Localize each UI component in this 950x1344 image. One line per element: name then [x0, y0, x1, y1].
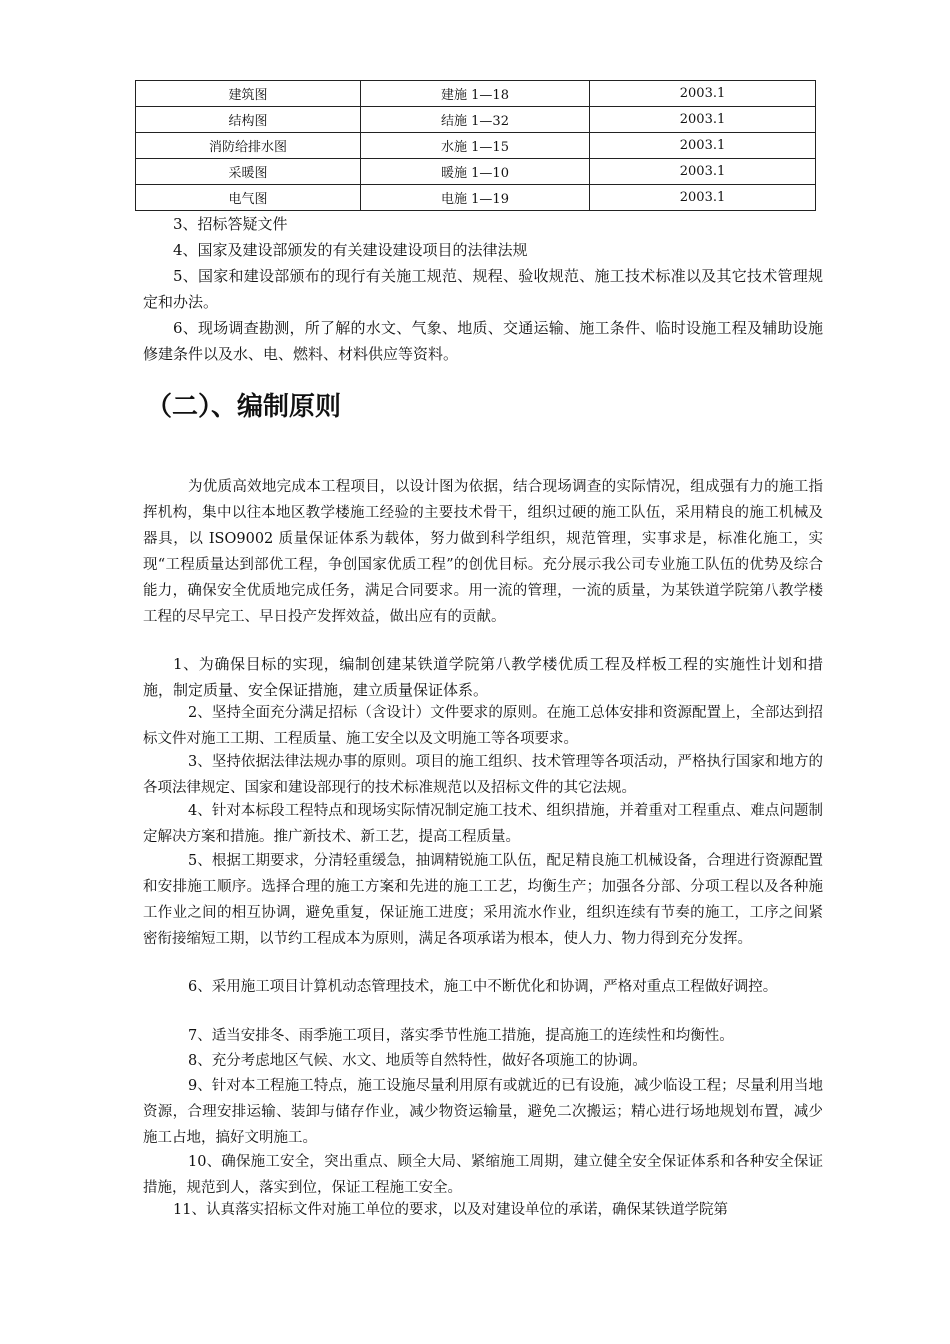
- principle-item: 5、根据工期要求，分清轻重缓急，抽调精锐施工队伍，配足精良施工机械设备，合理进行资源配置和安排施工顺序。选择合理的施工方案和先进的施工工艺，均衡生产；加强各分部、分项工程以及各种施工作业之间的相互协调，避免重复，保证施工进度；采用流水作业，组织连续有节奏的施工，工序之间紧密衔接缩短工期，以节约工程成本为原则，满足各项承诺为根本，使人力、物力得到充分发挥。: [143, 853, 823, 947]
- drawing-date-cell: 2003.1: [590, 159, 816, 185]
- intro-paragraph: 为优质高效地完成本工程项目，以设计图为依据，结合现场调查的实际情况，组成强有力的施工指挥机构，集中以往本地区教学楼施工经验的主要技术骨干，组织过硬的施工队伍，采用精良的施工机械及器具，以 ISO9002 质量保证体系为载体，努力做到科学组织，规范管理，实事求是，标准化施工，实现“工程质量达到部优工程，争创国家优质工程”的创优目标。充分展示我公司专业施工队伍的优势及综合能力，确保安全优质地完成任务，满足合同要求。用一流的管理，一流的质量，为某铁道学院第八教学楼工程的尽早完工、早日投产发挥效益，做出应有的贡献。: [143, 479, 823, 625]
- drawing-date-cell: 2003.1: [590, 81, 816, 107]
- drawing-name-cell: 消防给排水图: [136, 133, 361, 159]
- basis-item: 3、招标答疑文件: [173, 215, 288, 233]
- table-row: [136, 185, 816, 211]
- drawing-date-cell: 2003.1: [590, 133, 816, 159]
- drawing-name-cell: 电气图: [136, 185, 361, 211]
- table-row: [136, 159, 816, 185]
- basis-item: 4、国家及建设部颁发的有关建设建设项目的法律法规: [173, 241, 528, 259]
- drawing-number-cell: 暖施 1—10: [361, 159, 590, 185]
- table-row: [136, 81, 816, 107]
- principle-item: 10、确保施工安全，突出重点、顾全大局、紧缩施工周期，建立健全安全保证体系和各种安全保证措施，规范到人，落实到位，保证工程施工安全。: [143, 1154, 823, 1196]
- principle-item: 3、坚持依据法律法规办事的原则。项目的施工组织、技术管理等各项活动，严格执行国家和地方的各项法律规定、国家和建设部现行的技术标准规范以及招标文件的其它法规。: [143, 754, 823, 796]
- principle-item: 11、认真落实招标文件对施工单位的要求，以及对建设单位的承诺，确保某铁道学院第: [173, 1202, 728, 1218]
- drawing-date-cell: 2003.1: [590, 107, 816, 133]
- drawing-number-cell: 结施 1—32: [361, 107, 590, 133]
- principle-item: 4、针对本标段工程特点和现场实际情况制定施工技术、组织措施，并着重对工程重点、难点问题制定解决方案和措施。推广新技术、新工艺，提高工程质量。: [143, 803, 823, 845]
- drawing-name-cell: 结构图: [136, 107, 361, 133]
- principle-item: 7、适当安排冬、雨季施工项目，落实季节性施工措施，提高施工的连续性和均衡性。: [188, 1028, 734, 1044]
- table-row: [136, 133, 816, 159]
- basis-item: 6、现场调查勘测，所了解的水文、气象、地质、交通运输、施工条件、临时设施工程及辅助设施修建条件以及水、电、燃料、材料供应等资料。: [143, 319, 823, 363]
- principle-item: 9、针对本工程施工特点，施工设施尽量利用原有或就近的已有设施，减少临设工程；尽量利用当地资源，合理安排运输、装卸与储存作业，减少物资运输量，避免二次搬运；精心进行场地规划布置，减少施工占地，搞好文明施工。: [143, 1078, 823, 1146]
- basis-item: 5、国家和建设部颁布的现行有关施工规范、规程、验收规范、施工技术标准以及其它技术管理规定和办法。: [143, 267, 823, 311]
- principle-item: 6、采用施工项目计算机动态管理技术，施工中不断优化和协调，严格对重点工程做好调控。: [188, 979, 778, 995]
- drawing-name-cell: 采暖图: [136, 159, 361, 185]
- section-heading: （二）、编制原则: [146, 392, 342, 422]
- drawing-date-cell: 2003.1: [590, 185, 816, 211]
- drawing-number-cell: 建施 1—18: [361, 81, 590, 107]
- principle-item: 1、为确保目标的实现，编制创建某铁道学院第八教学楼优质工程及样板工程的实施性计划和措施，制定质量、安全保证措施，建立质量保证体系。: [143, 655, 823, 699]
- drawing-number-cell: 电施 1—19: [361, 185, 590, 211]
- principle-item: 8、充分考虑地区气候、水文、地质等自然特性，做好各项施工的协调。: [188, 1053, 647, 1069]
- drawing-number-cell: 水施 1—15: [361, 133, 590, 159]
- principle-item: 2、坚持全面充分满足招标（含设计）文件要求的原则。在施工总体安排和资源配置上，全部达到招标文件对施工工期、工程质量、施工安全以及文明施工等各项要求。: [143, 705, 823, 747]
- table-row: [136, 107, 816, 133]
- drawings-table: [135, 80, 816, 211]
- drawing-name-cell: 建筑图: [136, 81, 361, 107]
